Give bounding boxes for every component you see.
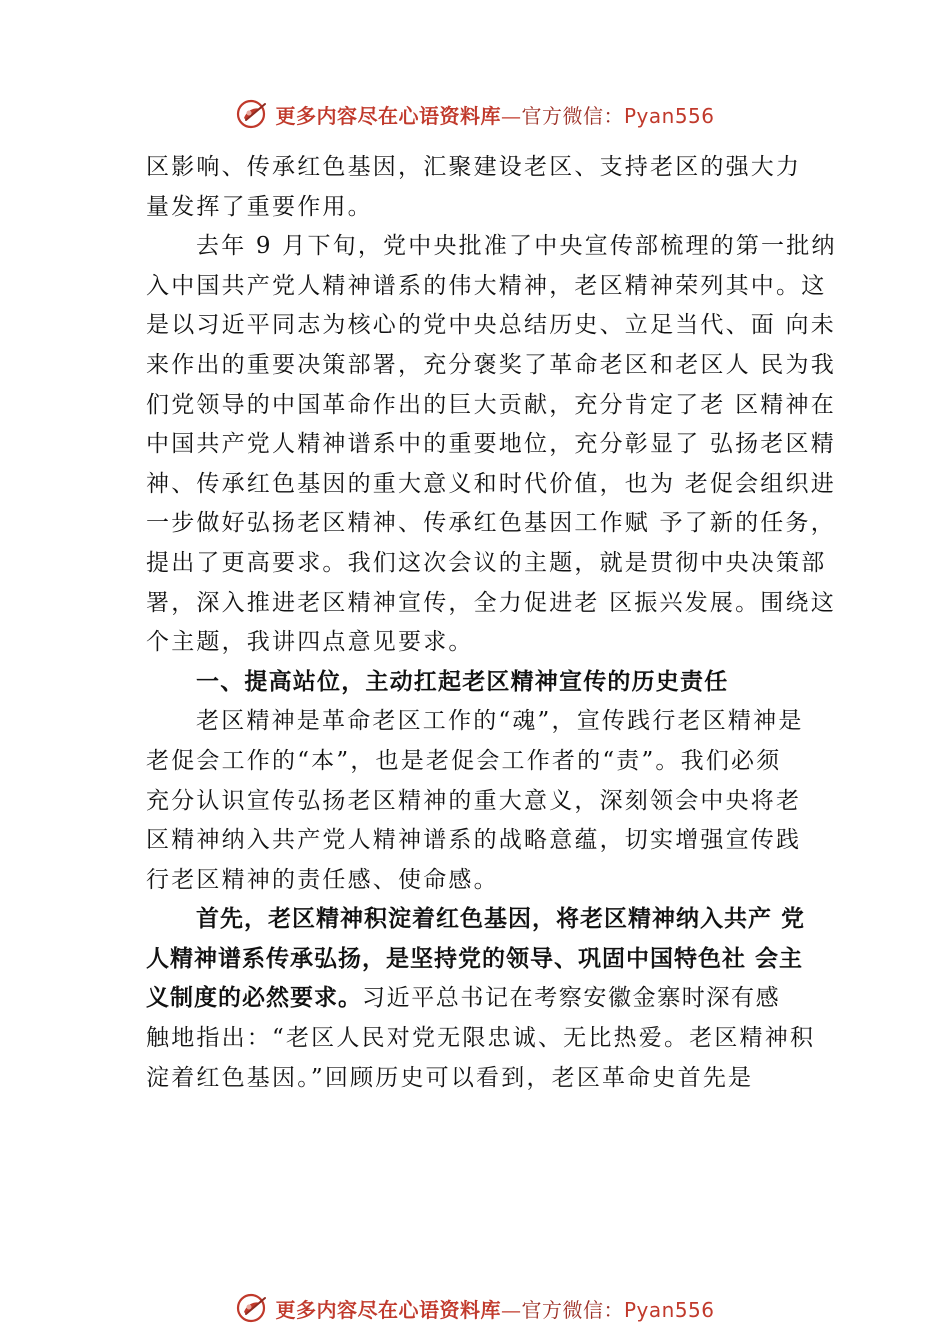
text-line: 一步做好弘扬老区精神、传承红色基因工作赋 予了新的任务， bbox=[146, 510, 836, 537]
text-line: 们党领导的中国革命作出的巨大贡献，充分肯定了老 区精神在 bbox=[146, 391, 836, 418]
watermark-brand: 更多内容尽在心语资料库 bbox=[275, 103, 501, 128]
footer-watermark bbox=[0, 1286, 950, 1330]
normal-phrase: 习近平总书记在考察安徽金寨时深有感 bbox=[362, 985, 781, 1012]
text-line: 中国共产党人精神谱系中的重要地位，充分彰显了 弘扬老区精 bbox=[146, 431, 836, 458]
text-line: 神、传承红色基因的重大意义和时代价值，也为 老促会组织进 bbox=[146, 470, 836, 497]
text-line: 量发挥了重要作用。 bbox=[146, 193, 373, 220]
watermark-id: Pyan556 bbox=[623, 103, 715, 128]
text-line: 行老区精神的责任感、使命感。 bbox=[146, 866, 499, 893]
mixed-text-line bbox=[146, 979, 836, 1019]
watermark-dash: — bbox=[500, 103, 522, 128]
watermark-official: 官方微信： bbox=[521, 1297, 624, 1322]
text-line: 触地指出：“老区人民对党无限忠诚、无比热爱。老区精神积 bbox=[146, 1025, 816, 1052]
text-line: 老促会工作的“本”，也是老促会工作者的“责”。我们必须 bbox=[146, 747, 782, 774]
watermark-brand: 更多内容尽在心语资料库 bbox=[275, 1297, 501, 1322]
bold-phrase: 义制度的必然要求。 bbox=[146, 985, 362, 1012]
text-line: 提出了更高要求。我们这次会议的主题，就是贯彻中央决策部 bbox=[146, 549, 827, 576]
text-line: 充分认识宣传弘扬老区精神的重大意义，深刻领会中央将老 bbox=[146, 787, 802, 814]
rose-pen-icon bbox=[235, 1290, 271, 1326]
bold-text-line: 人精神谱系传承弘扬，是坚持党的领导、巩固中国特色社 会主 bbox=[146, 945, 804, 972]
rose-pen-icon bbox=[235, 96, 271, 132]
document-body bbox=[146, 148, 836, 1098]
text-line: 是以习近平同志为核心的党中央总结历史、立足当代、面 向未 bbox=[146, 312, 836, 339]
text-line: 区影响、传承红色基因，汇聚建设老区、支持老区的强大力 bbox=[146, 154, 802, 180]
text-line: 来作出的重要决策部署，充分褒奖了革命老区和老区人 民为我 bbox=[146, 351, 836, 378]
watermark-official: 官方微信： bbox=[521, 103, 624, 128]
text-line: 个主题，我讲四点意见要求。 bbox=[146, 629, 474, 656]
text-line: 淀着红色基因。”回顾历史可以看到，老区革命史首先是 bbox=[146, 1064, 754, 1091]
text-line: 署，深入推进老区精神宣传，全力促进老 区振兴发展。围绕这 bbox=[146, 589, 836, 616]
watermark-dash: — bbox=[500, 1297, 522, 1322]
text-line: 入中国共产党人精神谱系的伟大精神，老区精神荣列其中。这 bbox=[146, 272, 827, 299]
text-line: 去年 9 月下旬，党中央批准了中央宣传部梳理的第一批纳 bbox=[196, 233, 837, 260]
watermark-id: Pyan556 bbox=[623, 1297, 715, 1322]
text-line: 区精神纳入共产党人精神谱系的战略意蕴，切实增强宣传践 bbox=[146, 827, 802, 854]
text-line: 老区精神是革命老区工作的“魂”，宣传践行老区精神是 bbox=[196, 708, 804, 735]
section-heading: 一、提高站位，主动扛起老区精神宣传的历史责任 bbox=[196, 668, 729, 695]
bold-text-line: 首先，老区精神积淀着红色基因，将老区精神纳入共产 党 bbox=[196, 906, 806, 933]
header-watermark bbox=[0, 92, 950, 136]
